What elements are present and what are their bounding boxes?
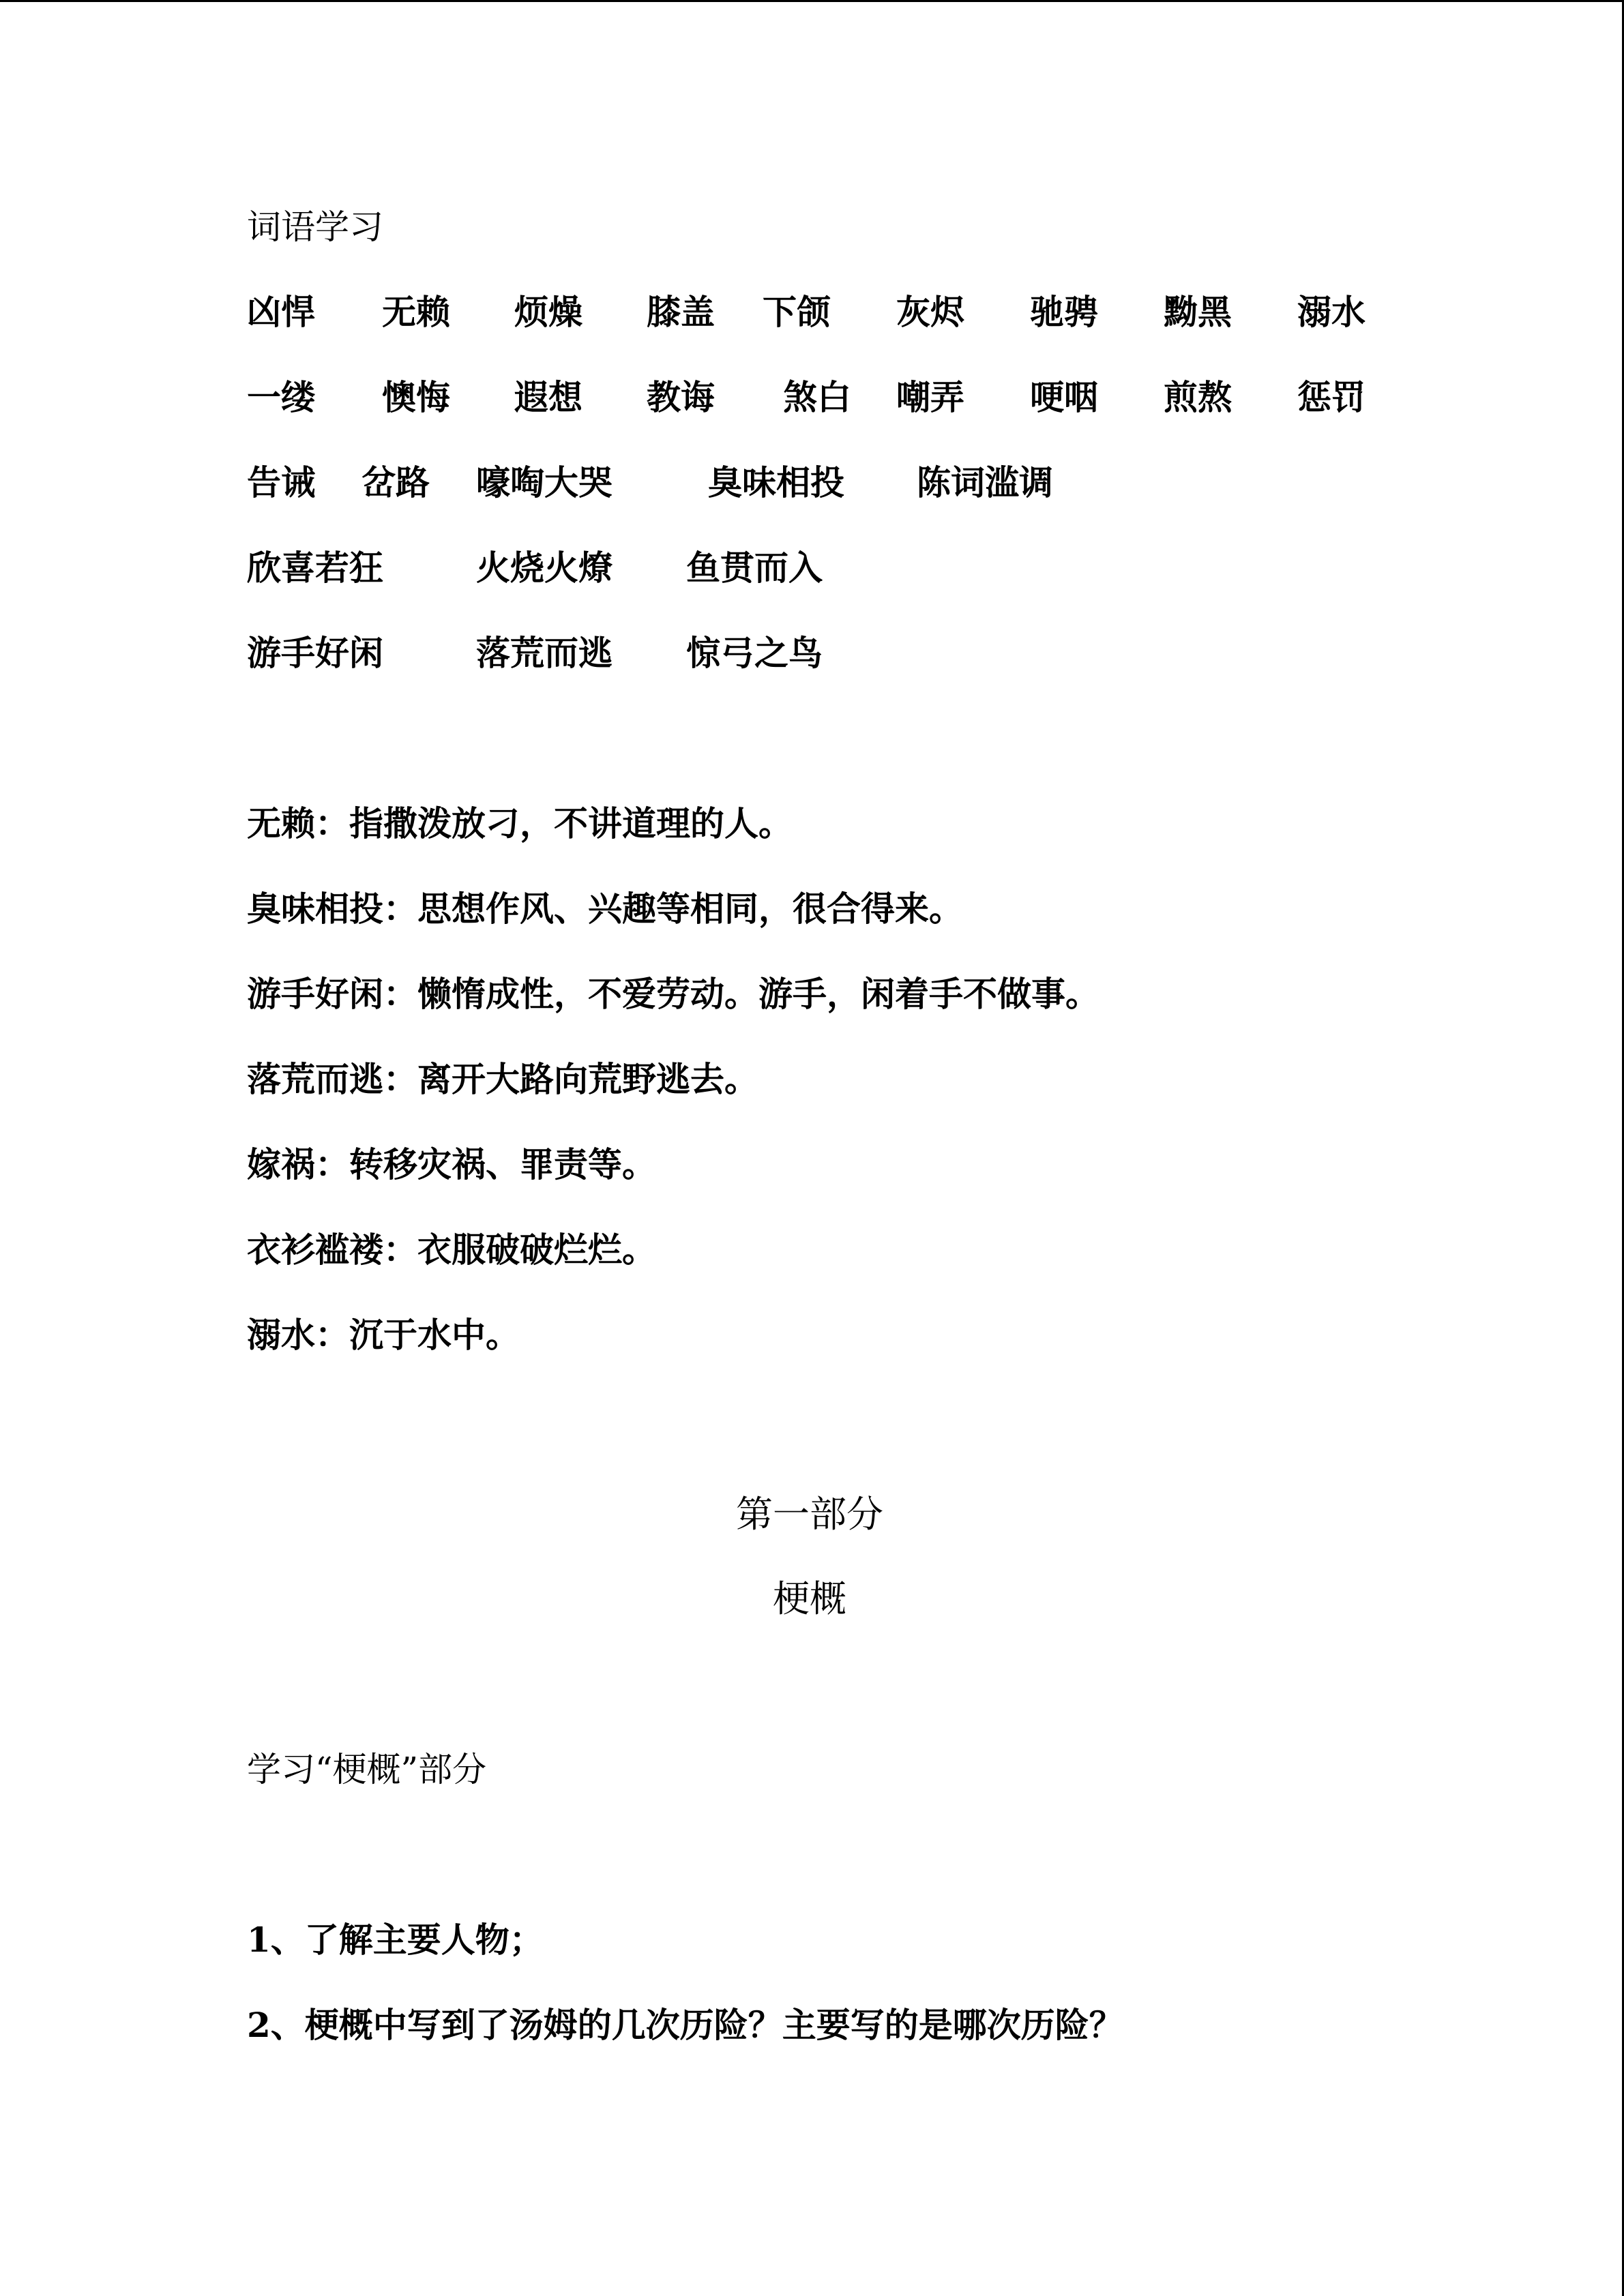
word-item: 煞白	[783, 377, 851, 417]
word-item: 懊悔	[382, 377, 450, 417]
word-item: 教诲	[647, 377, 715, 417]
word-item: 下颌	[763, 292, 831, 332]
question-item: 2、梗概中写到了汤姆的几次历险？主要写的是哪次历险？	[247, 2005, 1123, 2045]
word-item: 遐想	[514, 377, 582, 417]
part-subtitle: 梗概	[773, 1577, 846, 1620]
vocab-title: 词语学习	[247, 207, 383, 247]
word-row-5	[247, 631, 1447, 676]
word-item: 溺水	[1297, 292, 1365, 332]
word-item: 凶悍	[247, 292, 315, 332]
word-item: 一缕	[247, 377, 315, 417]
word-item: 驰骋	[1030, 292, 1098, 332]
word-item: 岔路	[361, 462, 430, 503]
word-item: 哽咽	[1030, 377, 1098, 417]
word-item: 煎熬	[1164, 377, 1232, 417]
word-item: 惩罚	[1297, 377, 1365, 417]
word-item: 灰烬	[896, 292, 964, 332]
definition-line: 溺水：沉于水中。	[247, 1315, 520, 1355]
word-item: 无赖	[382, 292, 450, 332]
word-item: 烦燥	[514, 292, 582, 332]
word-item: 黝黑	[1164, 292, 1232, 332]
word-row-4	[247, 546, 1447, 591]
question-item: 1、了解主要人物；	[247, 1920, 544, 1960]
part-title: 第一部分	[736, 1493, 883, 1536]
word-item: 嘲弄	[896, 377, 964, 417]
word-item: 告诫	[247, 462, 315, 503]
study-heading: 学习“梗概”部分	[247, 1750, 487, 1789]
definition-line: 衣衫褴褛：衣服破破烂烂。	[247, 1229, 656, 1270]
definition-line: 臭味相投：思想作风、兴趣等相同，很合得来。	[247, 889, 963, 929]
definition-line: 游手好闲：懒惰成性，不爱劳动。游手，闲着手不做事。	[247, 974, 1099, 1014]
word-item: 陈词滥调	[917, 462, 1053, 503]
definition-line: 嫁祸：转移灾祸、罪责等。	[247, 1144, 656, 1184]
word-item: 臭味相投	[708, 462, 844, 503]
word-item: 火烧火燎	[476, 548, 612, 588]
word-item: 惊弓之鸟	[686, 633, 823, 673]
word-item: 欣喜若狂	[247, 548, 383, 588]
word-item: 嚎啕大哭	[476, 462, 612, 503]
word-row-2	[247, 375, 1447, 420]
word-row-1	[247, 290, 1447, 335]
word-item: 鱼贯而入	[686, 548, 823, 588]
word-item: 落荒而逃	[476, 633, 612, 673]
definition-line: 落荒而逃：离开大路向荒野逃去。	[247, 1059, 758, 1099]
word-row-3	[247, 460, 1447, 505]
word-item: 游手好闲	[247, 633, 383, 673]
word-item: 膝盖	[647, 292, 715, 332]
definition-line: 无赖：指撒泼放刁，不讲道理的人。	[247, 803, 793, 844]
